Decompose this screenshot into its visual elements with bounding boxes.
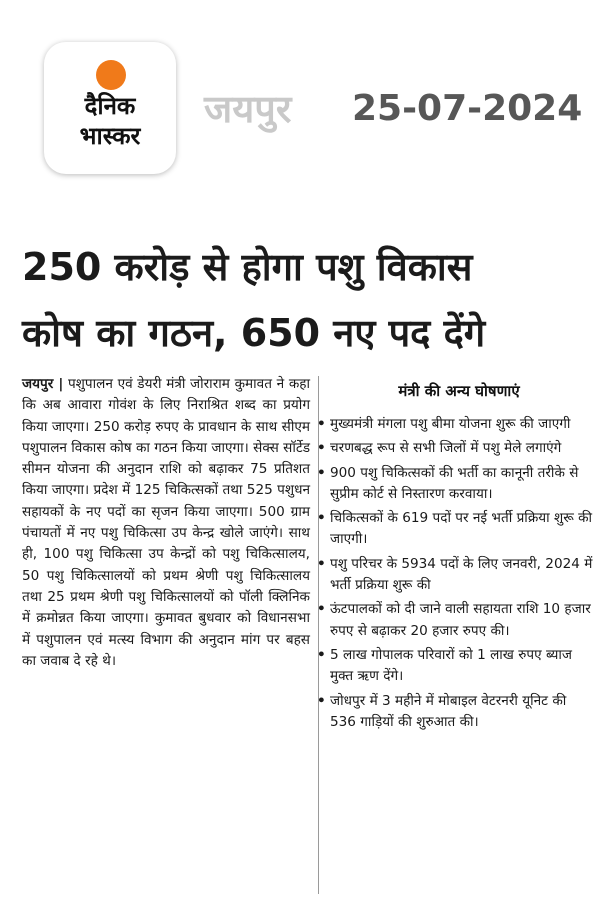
article-body — [22, 374, 310, 672]
article-dateline: जयपुर | — [22, 376, 64, 392]
headline-line1: 250 करोड़ से होगा पशु विकास — [22, 245, 473, 289]
announcement-item: • चरणबद्ध रूप से सभी जिलों में पशु मेले लगाएंगे — [314, 438, 594, 459]
logo-text-line2: भास्कर — [79, 122, 141, 150]
announcements-box — [314, 376, 594, 736]
announcement-item: • मुख्यमंत्री मंगला पशु बीमा योजना शुरू की जाएगी — [314, 414, 594, 435]
announcement-item: • पशु परिचर के 5934 पदों के लिए जनवरी, 2024 में भर्ती प्रक्रिया शुरू की — [314, 554, 594, 597]
announcement-item: • जोधपुर में 3 महीने में मोबाइल वेटरनरी यूनिट की 536 गाड़ियों की शुरुआत की। — [314, 691, 594, 734]
article-paragraph — [22, 374, 310, 672]
announcement-item: • 5 लाख गोपालक परिवारों को 1 लाख रुपए ब्याज मुक्त ऋण देंगे। — [314, 645, 594, 688]
announcements-title: मंत्री की अन्य घोषणाएं — [398, 382, 520, 400]
edition-city: जयपुर — [204, 87, 292, 131]
announcement-item: • 900 पशु चिकित्सकों की भर्ती का कानूनी तरीके से सुप्रीम कोर्ट से निस्तारण करवाया। — [314, 463, 594, 506]
sun-icon — [96, 60, 126, 90]
edition-date: 25-07-2024 — [352, 88, 583, 129]
headline — [22, 234, 588, 366]
newspaper-logo — [44, 42, 176, 174]
announcements-list — [314, 414, 594, 733]
logo-text-line1: दैनिक — [84, 92, 136, 120]
announcement-item: • चिकित्सकों के 619 पदों पर नई भर्ती प्रक्रिया शुरू की जाएगी। — [314, 508, 594, 551]
article-text: पशुपालन एवं डेयरी मंत्री जोराराम कुमावत ने कहा कि अब आवारा गोवंश के लिए निराश्रित शब्द का प्रयोग किया जाएगा। 250 करोड़ रुपए के प्रावधान के साथ सीएम पशुपालन विकास कोष का गठन किया जाएगा। सेक्स सॉर्टेड सीमन योजना की अनुदान राशि को बढ़ाकर 75 प्रतिशत किया जाएगा। प्रदेश में 125 चिकित्सकों तथा 525 पशुधन सहायकों के नए पदों का सृजन किया जाएगा। 500 ग्राम पंचायतों में नए पशु चिकित्सा उप केन्द्र खोले जाएंगे। साथ ही, 100 पशु चिकित्सा उप केन्द्रों को पशु चिकित्सालय, 50 पशु चिकित्सालयों को प्रथम श्रेणी पशु चिकित्सालय तथा 25 प्रथम श्रेणी पशु चिकित्सालयों को पॉली क्लिनिक में क्रमोन्नत किया जाएगा। कुमावत बुधवार को विधानसभा में पशुपालन एवं मत्स्य विभाग की अनुदान मांग पर बहस का जवाब दे रहे थे। — [22, 376, 310, 669]
announcement-item: • ऊंटपालकों को दी जाने वाली सहायता राशि 10 हजार रुपए से बढ़ाकर 20 हजार रुपए की। — [314, 599, 594, 642]
headline-line2: कोष का गठन, 650 नए पद देंगे — [22, 311, 486, 355]
